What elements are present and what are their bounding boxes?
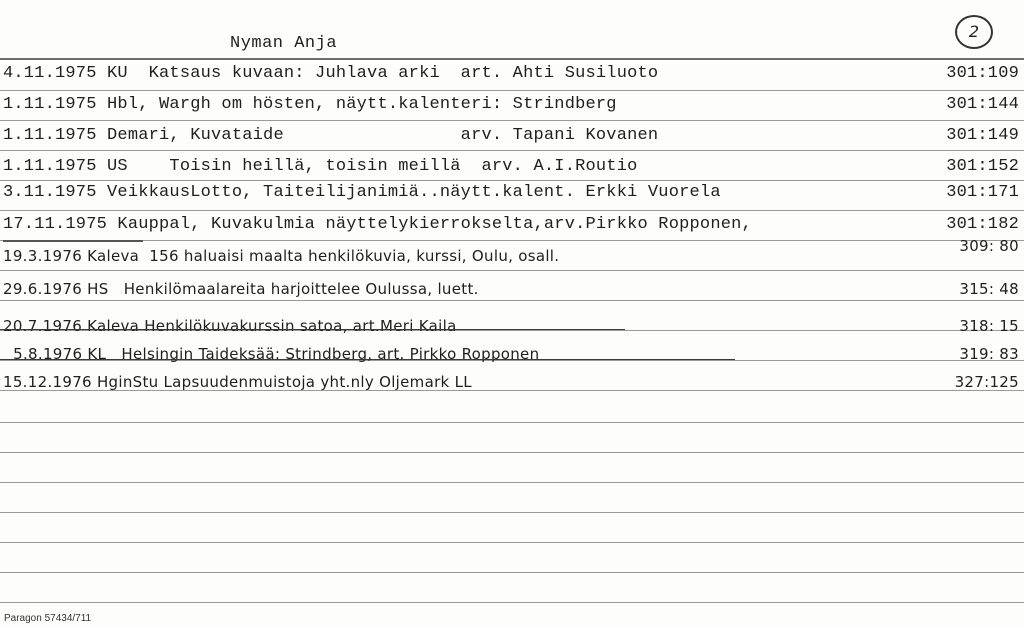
list-item (3, 157, 1021, 181)
entry-text: 1.11.1975 Demari, Kuvataide arv. Tapani Kovanen (3, 126, 659, 145)
ruled-line (0, 240, 1024, 241)
card-number-circle: 2 (955, 15, 993, 49)
ruled-line (0, 210, 1024, 211)
entry-text: 29.6.1976 HS Henkilömaalareita harjoittelee Oulussa, luett. (3, 280, 479, 298)
entry-reference: 301:144 (946, 95, 1019, 114)
entry-text: 17.11.1975 Kauppal, Kuvakulmia näyttelykierrokselta,arv.Pirkko Ropponen, (3, 215, 752, 234)
ruled-line (0, 422, 1024, 423)
list-item (3, 315, 1021, 339)
entry-reference: 318: 15 (959, 317, 1019, 335)
ruled-line (0, 482, 1024, 483)
entry-text: 20.7.1976 Kaleva Henkilökuvakurssin satoa, art.Meri Kaila (3, 317, 457, 335)
entry-text: 5.8.1976 KL Helsingin Taideksää: Strindberg, art. Pirkko Ropponen (3, 345, 540, 363)
underline-mark (3, 240, 143, 242)
entry-text: 1.11.1975 US Toisin heillä, toisin meillä arv. A.I.Routio (3, 157, 638, 176)
card-footer: Paragon 57434/711 (4, 613, 92, 624)
ruled-line (0, 542, 1024, 543)
entry-reference: 301:109 (946, 64, 1019, 83)
ruled-line (0, 572, 1024, 573)
entry-reference: 315: 48 (959, 280, 1019, 298)
list-item (3, 126, 1021, 150)
entry-text: 1.11.1975 Hbl, Wargh om hösten, näytt.kalenteri: Strindberg (3, 95, 617, 114)
list-item (3, 215, 1021, 239)
entry-reference: 301:149 (946, 126, 1019, 145)
ruled-line (0, 512, 1024, 513)
entry-reference: 301:182 (946, 215, 1019, 234)
list-item (3, 371, 1021, 395)
ruled-line (0, 602, 1024, 603)
strike-line (0, 329, 625, 330)
list-item (3, 343, 1021, 367)
list-item (3, 64, 1021, 88)
entry-reference: 301:171 (946, 183, 1019, 202)
list-item (3, 95, 1021, 119)
ruled-line (0, 58, 1024, 60)
strike-line (0, 359, 735, 360)
ruled-line (0, 120, 1024, 121)
entry-text: 4.11.1975 KU Katsaus kuvaan: Juhlava arki art. Ahti Susiluoto (3, 64, 659, 83)
ruled-line (0, 270, 1024, 271)
ruled-line (0, 150, 1024, 151)
entry-text: 19.3.1976 Kaleva 156 haluaisi maalta henkilökuvia, kurssi, Oulu, osall. (3, 247, 560, 265)
entry-reference: 301:152 (946, 157, 1019, 176)
entry-text: 3.11.1975 VeikkausLotto, Taiteilijanimiä..näytt.kalent. Erkki Vuorela (3, 183, 721, 202)
entry-reference: 319: 83 (959, 345, 1019, 363)
entry-reference: 309: 80 (959, 237, 1019, 255)
list-item (3, 278, 1021, 302)
list-item (3, 237, 1021, 269)
ruled-line (0, 452, 1024, 453)
list-item (3, 183, 1021, 207)
entry-text: 15.12.1976 HginStu Lapsuudenmuistoja yht.nly Oljemark LL (3, 373, 472, 391)
ruled-line (0, 90, 1024, 91)
person-name: Nyman Anja (230, 34, 338, 53)
entry-reference: 327:125 (954, 373, 1019, 391)
